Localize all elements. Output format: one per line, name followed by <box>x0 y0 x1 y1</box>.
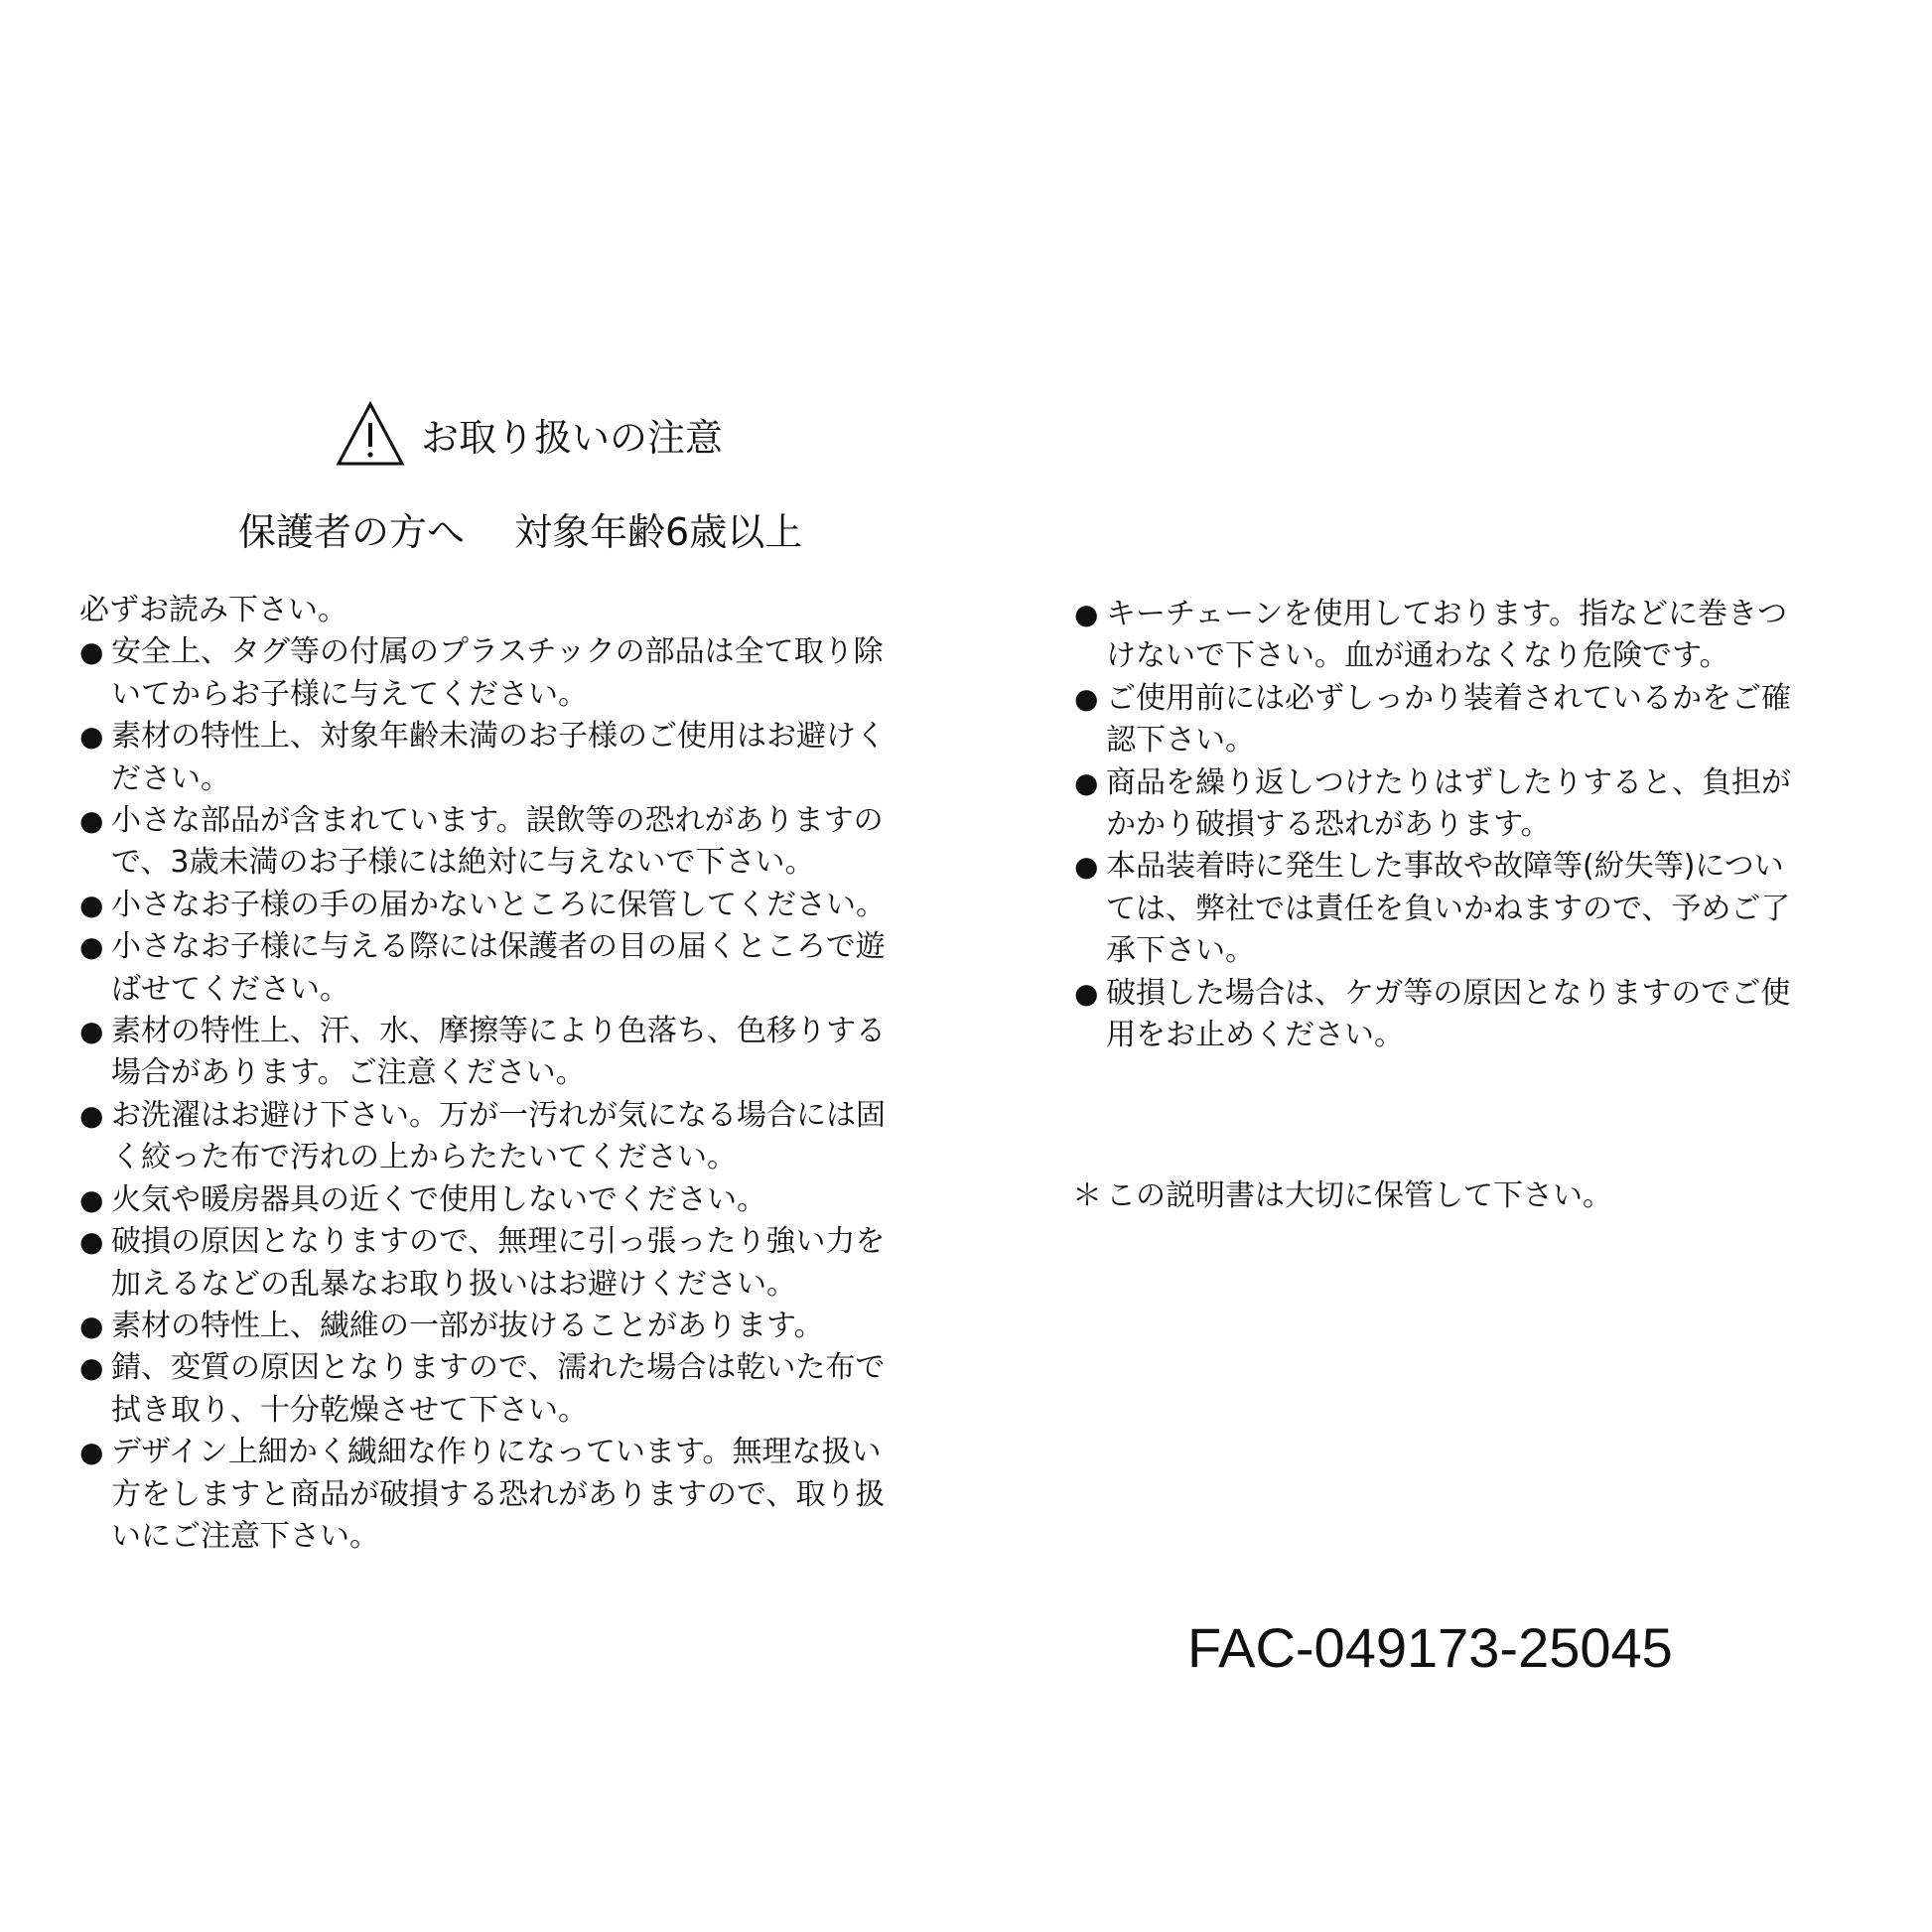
caution-text: 錆、変質の原因となりますので、濡れた場合は乾いた布で拭き取り、十分乾燥させて下さい。 <box>111 1350 886 1428</box>
bullet-icon: ● <box>1074 681 1099 715</box>
bullet-icon: ● <box>1074 850 1099 884</box>
bullet-icon: ● <box>1074 976 1099 1010</box>
caution-text: 安全上、タグ等の付属のプラスチックの部品は全て取り除いてからお子様に与えてください。 <box>111 634 884 712</box>
caution-text: 火気や暖房器具の近くで使用しないでください。 <box>111 1181 766 1217</box>
bullet-icon: ● <box>79 930 104 964</box>
caution-text: 小さな部品が含まれています。誤飲等の恐れがありますので、3歳未満のお子様には絶対に与えないで下さい。 <box>111 803 884 881</box>
bullet-icon: ● <box>79 720 104 754</box>
caution-item <box>79 1221 894 1306</box>
caution-text: お洗濯はお避け下さい。万が一汚れが気になる場合には固く絞った布で汚れの上からたたいてください。 <box>111 1097 886 1175</box>
caution-item <box>1074 973 1809 1057</box>
caution-item <box>79 1011 894 1095</box>
bullet-icon: ● <box>79 804 104 838</box>
caution-item <box>79 716 894 800</box>
caution-item <box>79 885 894 926</box>
caution-item <box>79 1306 894 1347</box>
caution-item <box>79 926 894 1011</box>
bullet-icon: ● <box>79 1309 104 1342</box>
caution-item <box>1074 678 1809 762</box>
caution-text: キーチェーンを使用しております。指などに巻きつけないで下さい。血が通わなくなり危険です。 <box>1106 597 1788 674</box>
caution-text: 本品装着時に発生した事故や故障等(紛失等)については、弊社では責任を負いかねますので、予めご了承下さい。 <box>1106 849 1791 969</box>
caution-text: 商品を繰り返しつけたりはずしたりすると、負担がかかり破損する恐れがあります。 <box>1106 764 1791 843</box>
caution-item <box>79 1179 894 1221</box>
audience-line <box>238 501 802 556</box>
bullet-icon: ● <box>79 1225 104 1259</box>
caution-item <box>1074 594 1809 678</box>
bullet-icon: ● <box>79 1351 104 1385</box>
caution-item <box>79 1095 894 1179</box>
caution-text: 破損した場合は、ケガ等の原因となりますのでご使用をお止めください。 <box>1106 975 1791 1053</box>
bullet-icon: ● <box>1074 598 1099 630</box>
caution-text: 素材の特性上、対象年齢未満のお子様のご使用はお避けください。 <box>111 719 886 796</box>
left-caution-column <box>79 590 894 1558</box>
caution-item <box>79 631 894 716</box>
read-instruction: 必ずお読み下さい。 <box>79 593 347 627</box>
audience-label: 保護者の方へ <box>238 510 466 554</box>
keep-manual-note <box>1072 1175 1612 1217</box>
caution-text: 素材の特性上、汗、水、摩擦等により色落ち、色移りする場合があります。ご注意ください。 <box>111 1014 886 1091</box>
bullet-icon: ● <box>79 635 104 669</box>
caution-item <box>79 800 894 885</box>
bullet-icon: ● <box>1074 765 1099 799</box>
caution-text: 素材の特性上、繊維の一部が抜けることがあります。 <box>111 1308 824 1343</box>
caution-heading <box>336 399 723 469</box>
note-text: この説明書は大切に保管して下さい。 <box>1106 1178 1612 1213</box>
caution-title: お取り扱いの注意 <box>421 415 724 460</box>
bullet-icon: ● <box>79 1182 104 1216</box>
bullet-icon: ● <box>79 1015 104 1048</box>
caution-text: 小さなお子様の手の届かないところに保管してください。 <box>111 887 886 922</box>
asterisk-mark: ＊ <box>1072 1178 1102 1213</box>
caution-item <box>1074 762 1809 847</box>
bullet-icon: ● <box>79 888 104 921</box>
caution-text: 破損の原因となりますので、無理に引っ張ったり強い力を加えるなどの乱暴なお取り扱いはお避けください。 <box>111 1224 886 1302</box>
caution-item <box>79 1432 894 1558</box>
caution-text: 小さなお子様に与える際には保護者の目の届くところで遊ばせてください。 <box>111 929 886 1007</box>
bullet-icon: ● <box>79 1098 104 1132</box>
caution-item <box>79 1347 894 1432</box>
age-label: 対象年齢6歳以上 <box>514 510 803 554</box>
caution-text: ご使用前には必ずしっかり装着されているかをご確認下さい。 <box>1106 680 1791 759</box>
caution-text: デザイン上細かく繊細な作りになっています。無理な扱い方をしますと商品が破損する恐れがありますので、取り扱いにご注意下さい。 <box>111 1435 886 1554</box>
warning-triangle-icon <box>336 401 405 467</box>
right-caution-column <box>1074 594 1809 1056</box>
product-code: FAC-049173-25045 <box>1187 1616 1673 1679</box>
bullet-icon: ● <box>79 1436 104 1469</box>
caution-item <box>1074 846 1809 972</box>
